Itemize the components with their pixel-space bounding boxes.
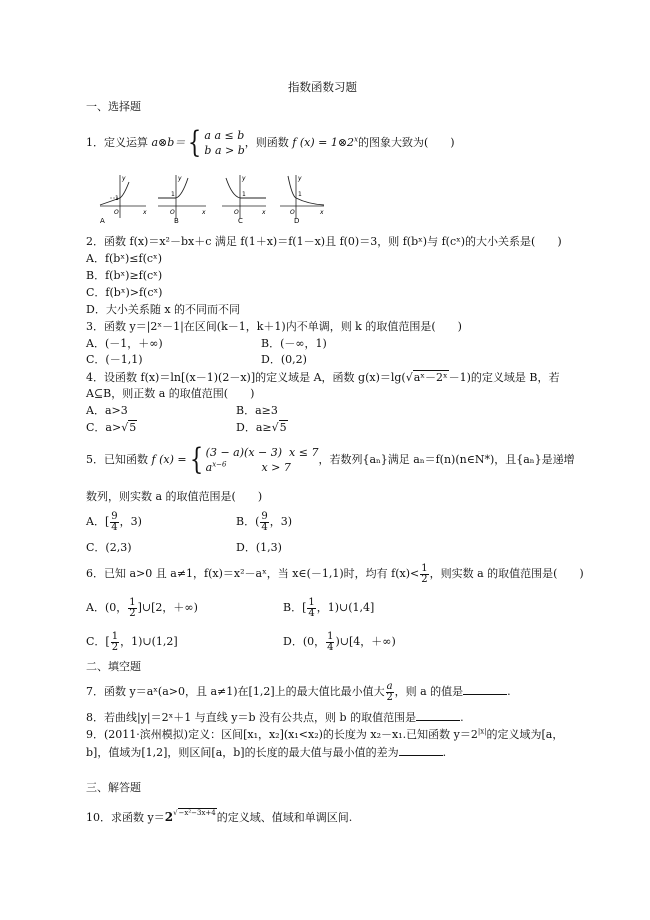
x-label: x	[262, 209, 266, 216]
page-title: 指数函数习题	[288, 80, 357, 94]
question-3: 3．函数 y＝|2ˣ－1|在区间(k－1，k＋1)内不单调，则 k 的取值范围是( )	[86, 320, 462, 333]
q3-option-b: B．(－∞，1)	[261, 337, 327, 350]
origin-label: O	[170, 209, 175, 216]
q2-option-a: A．f(bˣ)≤f(cˣ)	[86, 252, 162, 265]
q7-answer-blank[interactable]	[463, 684, 507, 695]
section-heading-choice: 一、选择题	[86, 100, 141, 113]
q5-option-b: B．( $\frac{9}{4}$ ，3)	[236, 510, 293, 533]
origin-label: O	[114, 209, 119, 216]
graph-d	[280, 175, 324, 224]
q8-answer-blank[interactable]	[416, 710, 460, 721]
q4-option-d: D．a≥√5	[236, 421, 287, 434]
graph-c	[222, 175, 266, 224]
question-5-line2: 数列，则实数 a 的取值范围是( )	[86, 490, 263, 503]
q5-option-a: A．[ $\frac{9}{4}$ ，3)	[86, 510, 142, 533]
q2-option-d: D．大小关系随 x 的不同而不同	[86, 303, 241, 316]
q6-option-c: C．[ $\frac{1}{2}$ ，1)∪(1,2]	[86, 630, 178, 653]
q3-option-c: C．(－1,1)	[86, 353, 143, 366]
q5-option-c: C．(2,3)	[86, 541, 132, 554]
question-4: 4．设函数 f(x)＝ln[(x－1)(2－x)]的定义域是 A，函数 g(x)＝lg(√aˣ－2ˣ－1)的定义域是 B，若	[86, 371, 560, 384]
question-5: 5．已知函数 f (x) ={ (3 − a)(x − 3) x ≤ 7 $a^{x-6}$ x > 7 ，若数列{aₙ}满足 aₙ＝f(n)(n∈N*)，且{aₙ}是递增	[86, 442, 575, 477]
origin-label: O	[290, 209, 295, 216]
q3-option-a: A．(－1，＋∞)	[86, 337, 163, 350]
y-label: y	[242, 175, 246, 182]
question-2: 2．函数 f(x)＝x²－bx＋c 满足 f(1＋x)＝f(1－x)且 f(0)＝3，则 f(bˣ)与 f(cˣ)的大小关系是( )	[86, 235, 562, 248]
one-label: 1	[171, 191, 175, 198]
q4-option-a: A．a>3	[86, 404, 128, 417]
q2-option-c: C．f(bˣ)>f(cˣ)	[86, 286, 163, 299]
one-label: 1	[242, 191, 246, 198]
q9-answer-blank[interactable]	[399, 745, 443, 756]
q5-option-d: D．(1,3)	[236, 541, 282, 554]
graph-a	[100, 175, 147, 224]
question-4-line2: A⊆B，则正数 a 的取值范围( )	[86, 387, 255, 400]
graph-b	[158, 175, 206, 224]
q6-option-b: B．[ $\frac{1}{4}$ ，1)∪(1,4]	[283, 596, 375, 619]
question-9: 9．(2011·滨州模拟)定义：区间[x₁，x₂](x₁<x₂)的长度为 x₂－x₁.已知函数 $y=2^{|x|}$的定义域为[a，	[86, 727, 564, 741]
graph-label-b: B	[174, 217, 179, 224]
question-7: 7．函数 y＝aˣ(a>0，且 a≠1)在[1,2]上的最大值比最小值大 $\frac{a}{2}$ ，则 a 的值是 .	[86, 680, 511, 703]
q3-option-d: D．(0,2)	[261, 353, 307, 366]
question-1: 1．定义运算 a⊗b＝{ a a ≤ b b a > b ，则函数 f $(x) = 1\otimes 2^x$的图象大致为( )	[86, 125, 455, 160]
one-label: 1	[115, 195, 119, 202]
x-label: x	[320, 209, 324, 216]
y-label: y	[178, 175, 182, 182]
q4-option-b: B．a≥3	[236, 404, 278, 417]
question-6: 6．已知 a>0 且 a≠1，f(x)＝x²－aˣ，当 x∈(－1,1)时，均有 f(x)< $\frac{1}{2}$ ，则实数 a 的取值范围是( )	[86, 562, 584, 585]
q6-option-a: A．(0， $\frac{1}{2}$ ]∪[2，＋∞)	[86, 596, 198, 619]
y-label: y	[122, 175, 126, 182]
x-label: x	[202, 209, 206, 216]
one-label: 1	[298, 191, 302, 198]
q2-option-b: B．f(bˣ)≥f(cˣ)	[86, 269, 163, 282]
graph-label-c: C	[238, 217, 243, 224]
graph-label-a: A	[100, 217, 105, 224]
q1-graph-options	[96, 172, 326, 224]
graph-label-d: D	[294, 217, 300, 224]
section-heading-answer: 三、解答题	[86, 781, 141, 794]
q6-option-d: D．(0， $\frac{1}{4}$ )∪[4，＋∞)	[283, 630, 396, 653]
origin-label: O	[234, 209, 239, 216]
y-label: y	[298, 175, 302, 182]
section-heading-fill: 二、填空题	[86, 660, 141, 673]
question-10: 10．求函数 $y=2^{√-x^2-3x+4}$的定义域、值域和单调区间.	[86, 809, 353, 824]
question-8: 8．若曲线|y|＝2ˣ＋1 与直线 y＝b 没有公共点，则 b 的取值范围是 .	[86, 711, 464, 724]
question-9-line2: b]，值域为[1,2]，则区间[a，b]的长度的最大值与最小值的差为 .	[86, 746, 447, 759]
q4-option-c: C．a>√5	[86, 421, 137, 434]
x-label: x	[143, 209, 147, 216]
